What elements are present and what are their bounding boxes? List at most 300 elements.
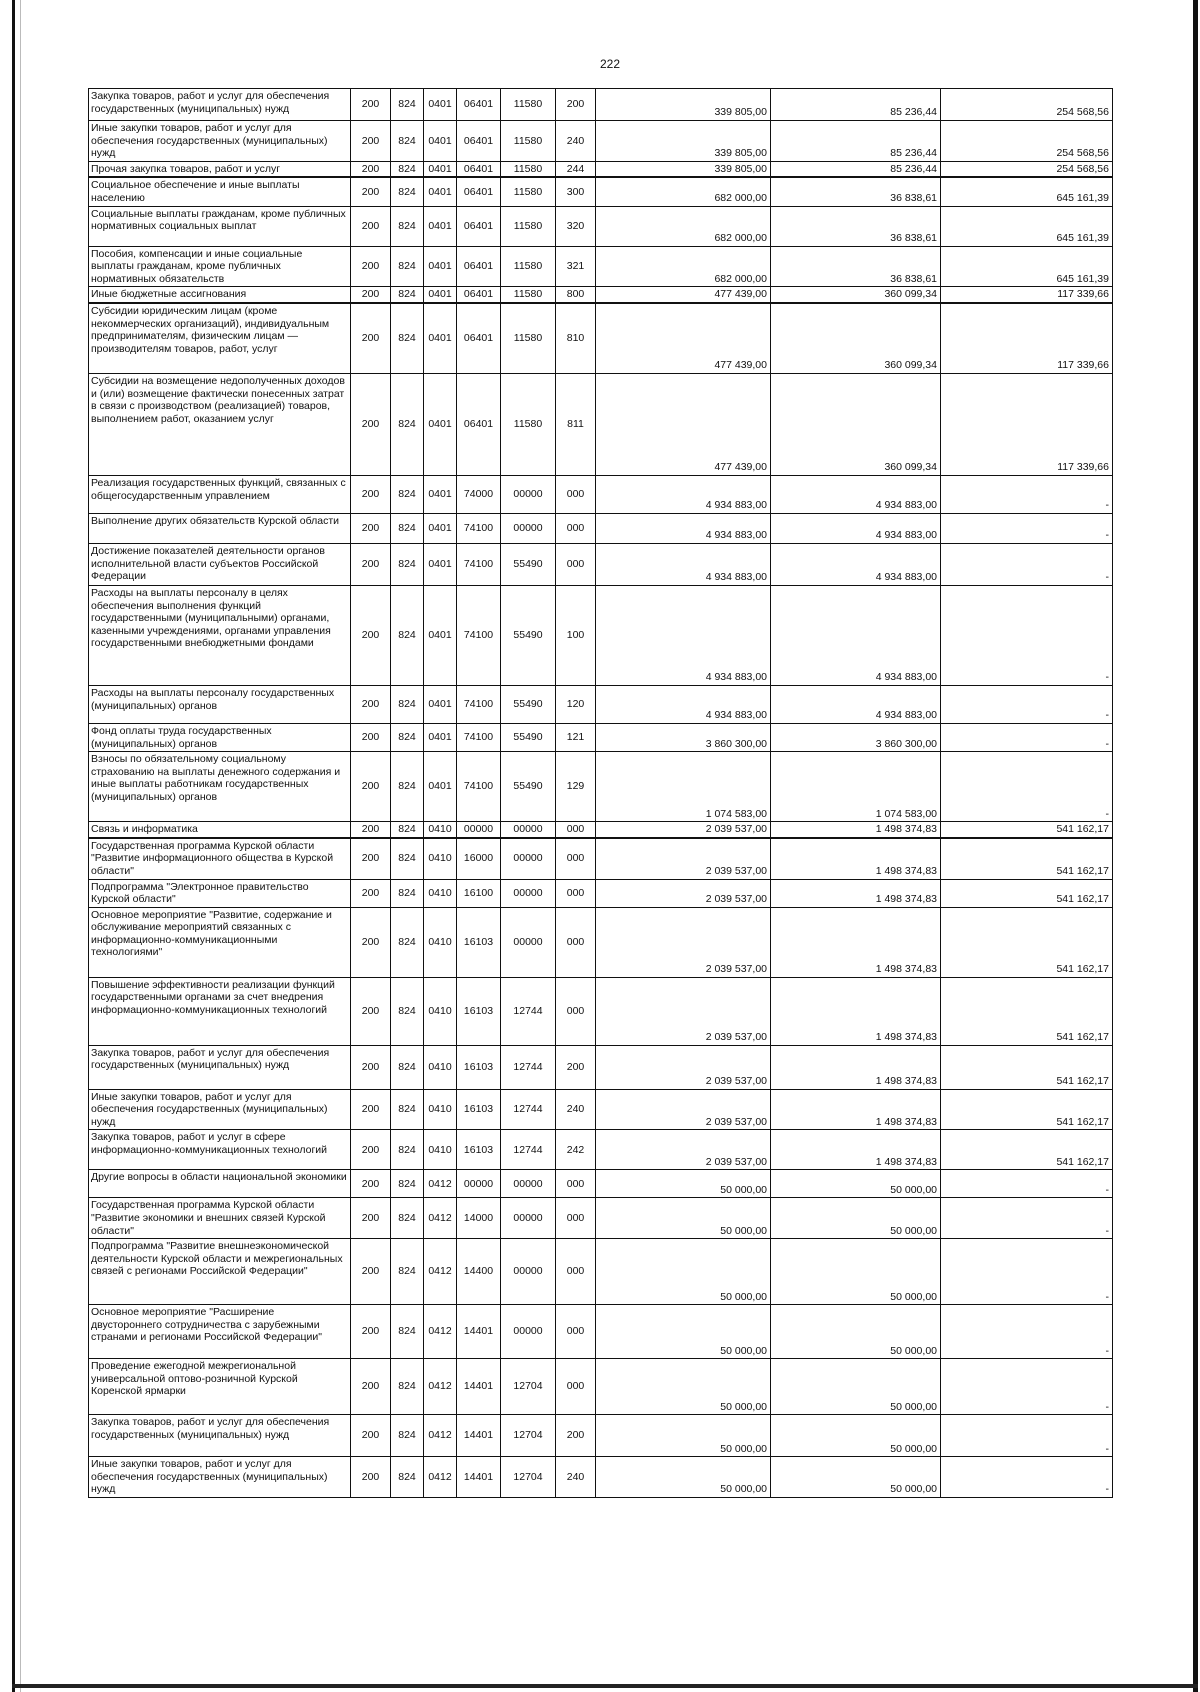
code-rz-pr: 0401 [424,373,457,475]
code-gr: 200 [351,303,391,374]
value-planned: 50 000,00 [596,1457,771,1498]
value-executed: 50 000,00 [771,1415,941,1457]
value-remaining: - [941,1170,1113,1198]
row-name: Повышение эффективности реализации функций государственными органами за счет внедрения информационно-коммуникационных технологий [89,977,351,1045]
code-ved: 824 [391,1089,424,1130]
table-row [89,822,1113,838]
value-planned: 1 074 583,00 [596,752,771,822]
code-direction: 00000 [501,1239,556,1305]
code-program: 06401 [457,206,501,246]
code-ved: 824 [391,287,424,303]
value-executed: 360 099,34 [771,303,941,374]
code-rz-pr: 0401 [424,246,457,287]
code-gr: 200 [351,1305,391,1359]
code-program: 74100 [457,723,501,751]
code-ved: 824 [391,1305,424,1359]
code-rz-pr: 0401 [424,206,457,246]
code-gr: 200 [351,206,391,246]
value-remaining: 541 162,17 [941,977,1113,1045]
row-name: Иные закупки товаров, работ и услуг для обеспечения государственных (муниципальных) нужд [89,1457,351,1498]
table-row [89,177,1113,206]
budget-table [88,88,1113,1498]
code-program: 74100 [457,685,501,723]
table-row [89,373,1113,475]
code-ved: 824 [391,685,424,723]
code-rz-pr: 0401 [424,287,457,303]
code-direction: 12744 [501,1045,556,1089]
code-rz-pr: 0410 [424,838,457,879]
row-name: Фонд оплаты труда государственных (муниципальных) органов [89,723,351,751]
row-name: Выполнение других обязательств Курской области [89,513,351,543]
value-planned: 3 860 300,00 [596,723,771,751]
row-name: Расходы на выплаты персоналу в целях обеспечения выполнения функций государственными (муниципальными) органами, казенными учреждениями, органами управления государственными внебюджетными фондами [89,585,351,685]
table-body [89,89,1113,1498]
code-program: 14400 [457,1239,501,1305]
code-rz-pr: 0410 [424,977,457,1045]
value-remaining: 254 568,56 [941,121,1113,162]
page-number: 222 [599,57,621,71]
value-remaining: - [941,1239,1113,1305]
value-remaining: 645 161,39 [941,246,1113,287]
code-rz-pr: 0401 [424,513,457,543]
row-name: Реализация государственных функций, связанных с общегосударственным управлением [89,475,351,513]
value-executed: 50 000,00 [771,1457,941,1498]
code-program: 16000 [457,838,501,879]
value-executed: 1 498 374,83 [771,1045,941,1089]
value-executed: 50 000,00 [771,1170,941,1198]
code-vr: 000 [556,543,596,585]
value-planned: 4 934 883,00 [596,543,771,585]
table-row [89,287,1113,303]
code-ved: 824 [391,1239,424,1305]
code-rz-pr: 0410 [424,879,457,907]
value-executed: 360 099,34 [771,287,941,303]
table-row [89,543,1113,585]
code-gr: 200 [351,121,391,162]
code-direction: 11580 [501,373,556,475]
row-name: Закупка товаров, работ и услуг для обеспечения государственных (муниципальных) нужд [89,1415,351,1457]
code-gr: 200 [351,543,391,585]
code-program: 00000 [457,1170,501,1198]
row-name: Субсидии на возмещение недополученных доходов и (или) возмещение фактически понесенных затрат в связи с производством (реализацией) товаров, выполнением работ, оказанием услуг [89,373,351,475]
table-row [89,723,1113,751]
code-direction: 55490 [501,723,556,751]
code-program: 06401 [457,246,501,287]
table-row [89,161,1113,177]
code-rz-pr: 0410 [424,1130,457,1170]
code-gr: 200 [351,1457,391,1498]
code-direction: 11580 [501,206,556,246]
code-ved: 824 [391,1170,424,1198]
value-remaining: 645 161,39 [941,177,1113,206]
row-name: Государственная программа Курской области "Развитие информационного общества в Курской области" [89,838,351,879]
code-vr: 000 [556,838,596,879]
code-direction: 00000 [501,1170,556,1198]
value-planned: 339 805,00 [596,121,771,162]
code-gr: 200 [351,685,391,723]
code-gr: 200 [351,1415,391,1457]
code-gr: 200 [351,1045,391,1089]
code-gr: 200 [351,513,391,543]
code-gr: 200 [351,177,391,206]
code-gr: 200 [351,585,391,685]
table-row [89,89,1113,121]
code-vr: 000 [556,1305,596,1359]
code-vr: 320 [556,206,596,246]
code-ved: 824 [391,1045,424,1089]
value-executed: 4 934 883,00 [771,543,941,585]
value-executed: 36 838,61 [771,246,941,287]
code-ved: 824 [391,585,424,685]
value-executed: 50 000,00 [771,1239,941,1305]
value-executed: 1 498 374,83 [771,1089,941,1130]
value-executed: 1 498 374,83 [771,977,941,1045]
scan-edge-right [1193,0,1198,1692]
code-vr: 000 [556,1359,596,1415]
code-vr: 000 [556,513,596,543]
value-executed: 50 000,00 [771,1359,941,1415]
table-row [89,1305,1113,1359]
code-rz-pr: 0401 [424,303,457,374]
code-vr: 244 [556,161,596,177]
table-row [89,752,1113,822]
value-remaining: 117 339,66 [941,287,1113,303]
value-planned: 4 934 883,00 [596,513,771,543]
code-rz-pr: 0401 [424,585,457,685]
scan-edge-left-shadow [20,0,21,1692]
code-program: 16103 [457,1045,501,1089]
row-name: Закупка товаров, работ и услуг для обеспечения государственных (муниципальных) нужд [89,89,351,121]
value-executed: 3 860 300,00 [771,723,941,751]
value-remaining: 541 162,17 [941,838,1113,879]
code-gr: 200 [351,752,391,822]
code-program: 00000 [457,822,501,838]
value-executed: 1 498 374,83 [771,879,941,907]
code-program: 74100 [457,752,501,822]
code-vr: 321 [556,246,596,287]
code-direction: 11580 [501,121,556,162]
value-remaining: 117 339,66 [941,303,1113,374]
code-program: 06401 [457,89,501,121]
scan-edge-left [12,0,15,1692]
code-direction: 12704 [501,1359,556,1415]
code-ved: 824 [391,1198,424,1239]
value-remaining: - [941,543,1113,585]
value-executed: 1 074 583,00 [771,752,941,822]
value-executed: 50 000,00 [771,1198,941,1239]
code-ved: 824 [391,1415,424,1457]
code-program: 16103 [457,907,501,977]
row-name: Закупка товаров, работ и услуг в сфере информационно-коммуникационных технологий [89,1130,351,1170]
value-executed: 36 838,61 [771,177,941,206]
table-row [89,513,1113,543]
code-ved: 824 [391,177,424,206]
code-program: 06401 [457,121,501,162]
code-rz-pr: 0401 [424,161,457,177]
code-rz-pr: 0410 [424,1089,457,1130]
code-rz-pr: 0412 [424,1198,457,1239]
value-remaining: - [941,1415,1113,1457]
code-program: 74000 [457,475,501,513]
code-ved: 824 [391,907,424,977]
code-rz-pr: 0401 [424,177,457,206]
row-name: Прочая закупка товаров, работ и услуг [89,161,351,177]
value-planned: 2 039 537,00 [596,907,771,977]
code-direction: 00000 [501,513,556,543]
value-planned: 50 000,00 [596,1305,771,1359]
table-row [89,879,1113,907]
table-row [89,977,1113,1045]
code-ved: 824 [391,977,424,1045]
code-direction: 11580 [501,177,556,206]
value-remaining: - [941,1198,1113,1239]
code-vr: 811 [556,373,596,475]
code-gr: 200 [351,1239,391,1305]
value-executed: 50 000,00 [771,1305,941,1359]
table-row [89,1089,1113,1130]
table-row [89,838,1113,879]
value-executed: 85 236,44 [771,121,941,162]
table-row [89,475,1113,513]
code-gr: 200 [351,373,391,475]
table-row [89,1045,1113,1089]
value-remaining: - [941,513,1113,543]
value-executed: 4 934 883,00 [771,685,941,723]
code-rz-pr: 0410 [424,1045,457,1089]
code-vr: 121 [556,723,596,751]
code-direction: 55490 [501,543,556,585]
value-planned: 682 000,00 [596,246,771,287]
code-vr: 120 [556,685,596,723]
value-remaining: - [941,1457,1113,1498]
code-rz-pr: 0412 [424,1359,457,1415]
value-remaining: - [941,752,1113,822]
code-vr: 000 [556,822,596,838]
value-planned: 4 934 883,00 [596,475,771,513]
value-remaining: 541 162,17 [941,879,1113,907]
code-gr: 200 [351,1198,391,1239]
value-executed: 4 934 883,00 [771,585,941,685]
code-vr: 000 [556,907,596,977]
code-ved: 824 [391,89,424,121]
value-planned: 477 439,00 [596,373,771,475]
code-rz-pr: 0401 [424,89,457,121]
code-vr: 200 [556,1045,596,1089]
row-name: Основное мероприятие "Расширение двустороннего сотрудничества с зарубежными странами и регионами Российской Федерации" [89,1305,351,1359]
code-vr: 800 [556,287,596,303]
row-name: Взносы по обязательному социальному страхованию на выплаты денежного содержания и иные выплаты работникам государственных (муниципальных) органов [89,752,351,822]
code-direction: 55490 [501,585,556,685]
code-ved: 824 [391,513,424,543]
value-executed: 1 498 374,83 [771,838,941,879]
code-program: 16103 [457,1089,501,1130]
code-rz-pr: 0401 [424,543,457,585]
code-direction: 12744 [501,977,556,1045]
code-program: 06401 [457,161,501,177]
value-executed: 1 498 374,83 [771,822,941,838]
table-row [89,1130,1113,1170]
value-executed: 4 934 883,00 [771,513,941,543]
row-name: Иные закупки товаров, работ и услуг для обеспечения государственных (муниципальных) нужд [89,1089,351,1130]
code-rz-pr: 0412 [424,1170,457,1198]
code-gr: 200 [351,1089,391,1130]
code-direction: 00000 [501,822,556,838]
code-program: 14401 [457,1457,501,1498]
row-name: Закупка товаров, работ и услуг для обеспечения государственных (муниципальных) нужд [89,1045,351,1089]
code-direction: 00000 [501,838,556,879]
value-remaining: 254 568,56 [941,89,1113,121]
code-rz-pr: 0401 [424,121,457,162]
table-row [89,1415,1113,1457]
value-remaining: 254 568,56 [941,161,1113,177]
code-direction: 00000 [501,1305,556,1359]
code-program: 14401 [457,1359,501,1415]
code-program: 06401 [457,373,501,475]
table-row [89,303,1113,374]
code-direction: 11580 [501,246,556,287]
value-remaining: - [941,685,1113,723]
value-planned: 50 000,00 [596,1415,771,1457]
row-name: Пособия, компенсации и иные социальные выплаты гражданам, кроме публичных нормативных обязательств [89,246,351,287]
value-remaining: 541 162,17 [941,1130,1113,1170]
code-direction: 12744 [501,1130,556,1170]
value-planned: 2 039 537,00 [596,838,771,879]
code-rz-pr: 0412 [424,1457,457,1498]
row-name: Достижение показателей деятельности органов исполнительной власти субъектов Российской Федерации [89,543,351,585]
row-name: Иные бюджетные ассигнования [89,287,351,303]
value-planned: 2 039 537,00 [596,1089,771,1130]
table-row [89,1457,1113,1498]
row-name: Расходы на выплаты персоналу государственных (муниципальных) органов [89,685,351,723]
value-planned: 2 039 537,00 [596,977,771,1045]
code-vr: 000 [556,1239,596,1305]
value-remaining: 541 162,17 [941,822,1113,838]
table-row [89,121,1113,162]
code-gr: 200 [351,879,391,907]
code-gr: 200 [351,1359,391,1415]
code-ved: 824 [391,161,424,177]
value-planned: 4 934 883,00 [596,585,771,685]
row-name: Субсидии юридическим лицам (кроме некоммерческих организаций), индивидуальным предпринимателям, физическим лицам — производителям товаров, работ, услуг [89,303,351,374]
code-vr: 242 [556,1130,596,1170]
value-planned: 682 000,00 [596,206,771,246]
code-ved: 824 [391,206,424,246]
value-remaining: 541 162,17 [941,1045,1113,1089]
code-program: 14000 [457,1198,501,1239]
code-gr: 200 [351,89,391,121]
code-direction: 12704 [501,1457,556,1498]
row-name: Подпрограмма "Развитие внешнеэкономической деятельности Курской области и межрегиональных связей с регионами Российской Федерации" [89,1239,351,1305]
code-gr: 200 [351,977,391,1045]
table-row [89,206,1113,246]
code-rz-pr: 0410 [424,822,457,838]
row-name: Государственная программа Курской области "Развитие экономики и внешних связей Курской области" [89,1198,351,1239]
code-direction: 55490 [501,752,556,822]
code-vr: 810 [556,303,596,374]
code-ved: 824 [391,475,424,513]
code-direction: 00000 [501,907,556,977]
code-ved: 824 [391,879,424,907]
value-planned: 50 000,00 [596,1198,771,1239]
value-planned: 50 000,00 [596,1239,771,1305]
code-direction: 00000 [501,1198,556,1239]
code-ved: 824 [391,373,424,475]
code-direction: 55490 [501,685,556,723]
value-executed: 1 498 374,83 [771,907,941,977]
row-name: Основное мероприятие "Развитие, содержание и обслуживание мероприятий связанных с информационно-коммуникационными технологиями" [89,907,351,977]
value-executed: 85 236,44 [771,89,941,121]
code-rz-pr: 0412 [424,1239,457,1305]
code-gr: 200 [351,838,391,879]
code-vr: 000 [556,1198,596,1239]
table-row [89,585,1113,685]
code-direction: 11580 [501,89,556,121]
table-row [89,1359,1113,1415]
value-planned: 339 805,00 [596,89,771,121]
code-rz-pr: 0412 [424,1415,457,1457]
code-vr: 000 [556,1170,596,1198]
code-rz-pr: 0401 [424,752,457,822]
scan-edge-bottom [12,1684,1198,1688]
table-row [89,685,1113,723]
code-vr: 100 [556,585,596,685]
code-ved: 824 [391,121,424,162]
code-ved: 824 [391,1359,424,1415]
value-executed: 360 099,34 [771,373,941,475]
code-gr: 200 [351,822,391,838]
value-remaining: - [941,475,1113,513]
value-planned: 2 039 537,00 [596,1130,771,1170]
code-program: 06401 [457,177,501,206]
table-row [89,1198,1113,1239]
code-vr: 300 [556,177,596,206]
code-ved: 824 [391,543,424,585]
code-ved: 824 [391,752,424,822]
code-gr: 200 [351,475,391,513]
code-vr: 240 [556,1089,596,1130]
value-remaining: 541 162,17 [941,1089,1113,1130]
value-planned: 477 439,00 [596,303,771,374]
code-ved: 824 [391,723,424,751]
value-remaining: 117 339,66 [941,373,1113,475]
code-vr: 240 [556,121,596,162]
value-remaining: - [941,723,1113,751]
row-name: Другие вопросы в области национальной экономики [89,1170,351,1198]
code-program: 16103 [457,977,501,1045]
row-name: Социальные выплаты гражданам, кроме публичных нормативных социальных выплат [89,206,351,246]
code-program: 14401 [457,1305,501,1359]
code-direction: 11580 [501,303,556,374]
code-gr: 200 [351,1130,391,1170]
code-gr: 200 [351,1170,391,1198]
value-executed: 85 236,44 [771,161,941,177]
code-program: 74100 [457,585,501,685]
code-program: 16100 [457,879,501,907]
code-direction: 11580 [501,161,556,177]
value-planned: 4 934 883,00 [596,685,771,723]
value-planned: 2 039 537,00 [596,879,771,907]
value-executed: 1 498 374,83 [771,1130,941,1170]
value-remaining: 541 162,17 [941,907,1113,977]
value-executed: 4 934 883,00 [771,475,941,513]
code-vr: 000 [556,977,596,1045]
row-name: Подпрограмма "Электронное правительство Курской области" [89,879,351,907]
value-remaining: - [941,1359,1113,1415]
code-ved: 824 [391,303,424,374]
value-planned: 682 000,00 [596,177,771,206]
value-executed: 36 838,61 [771,206,941,246]
code-program: 74100 [457,543,501,585]
